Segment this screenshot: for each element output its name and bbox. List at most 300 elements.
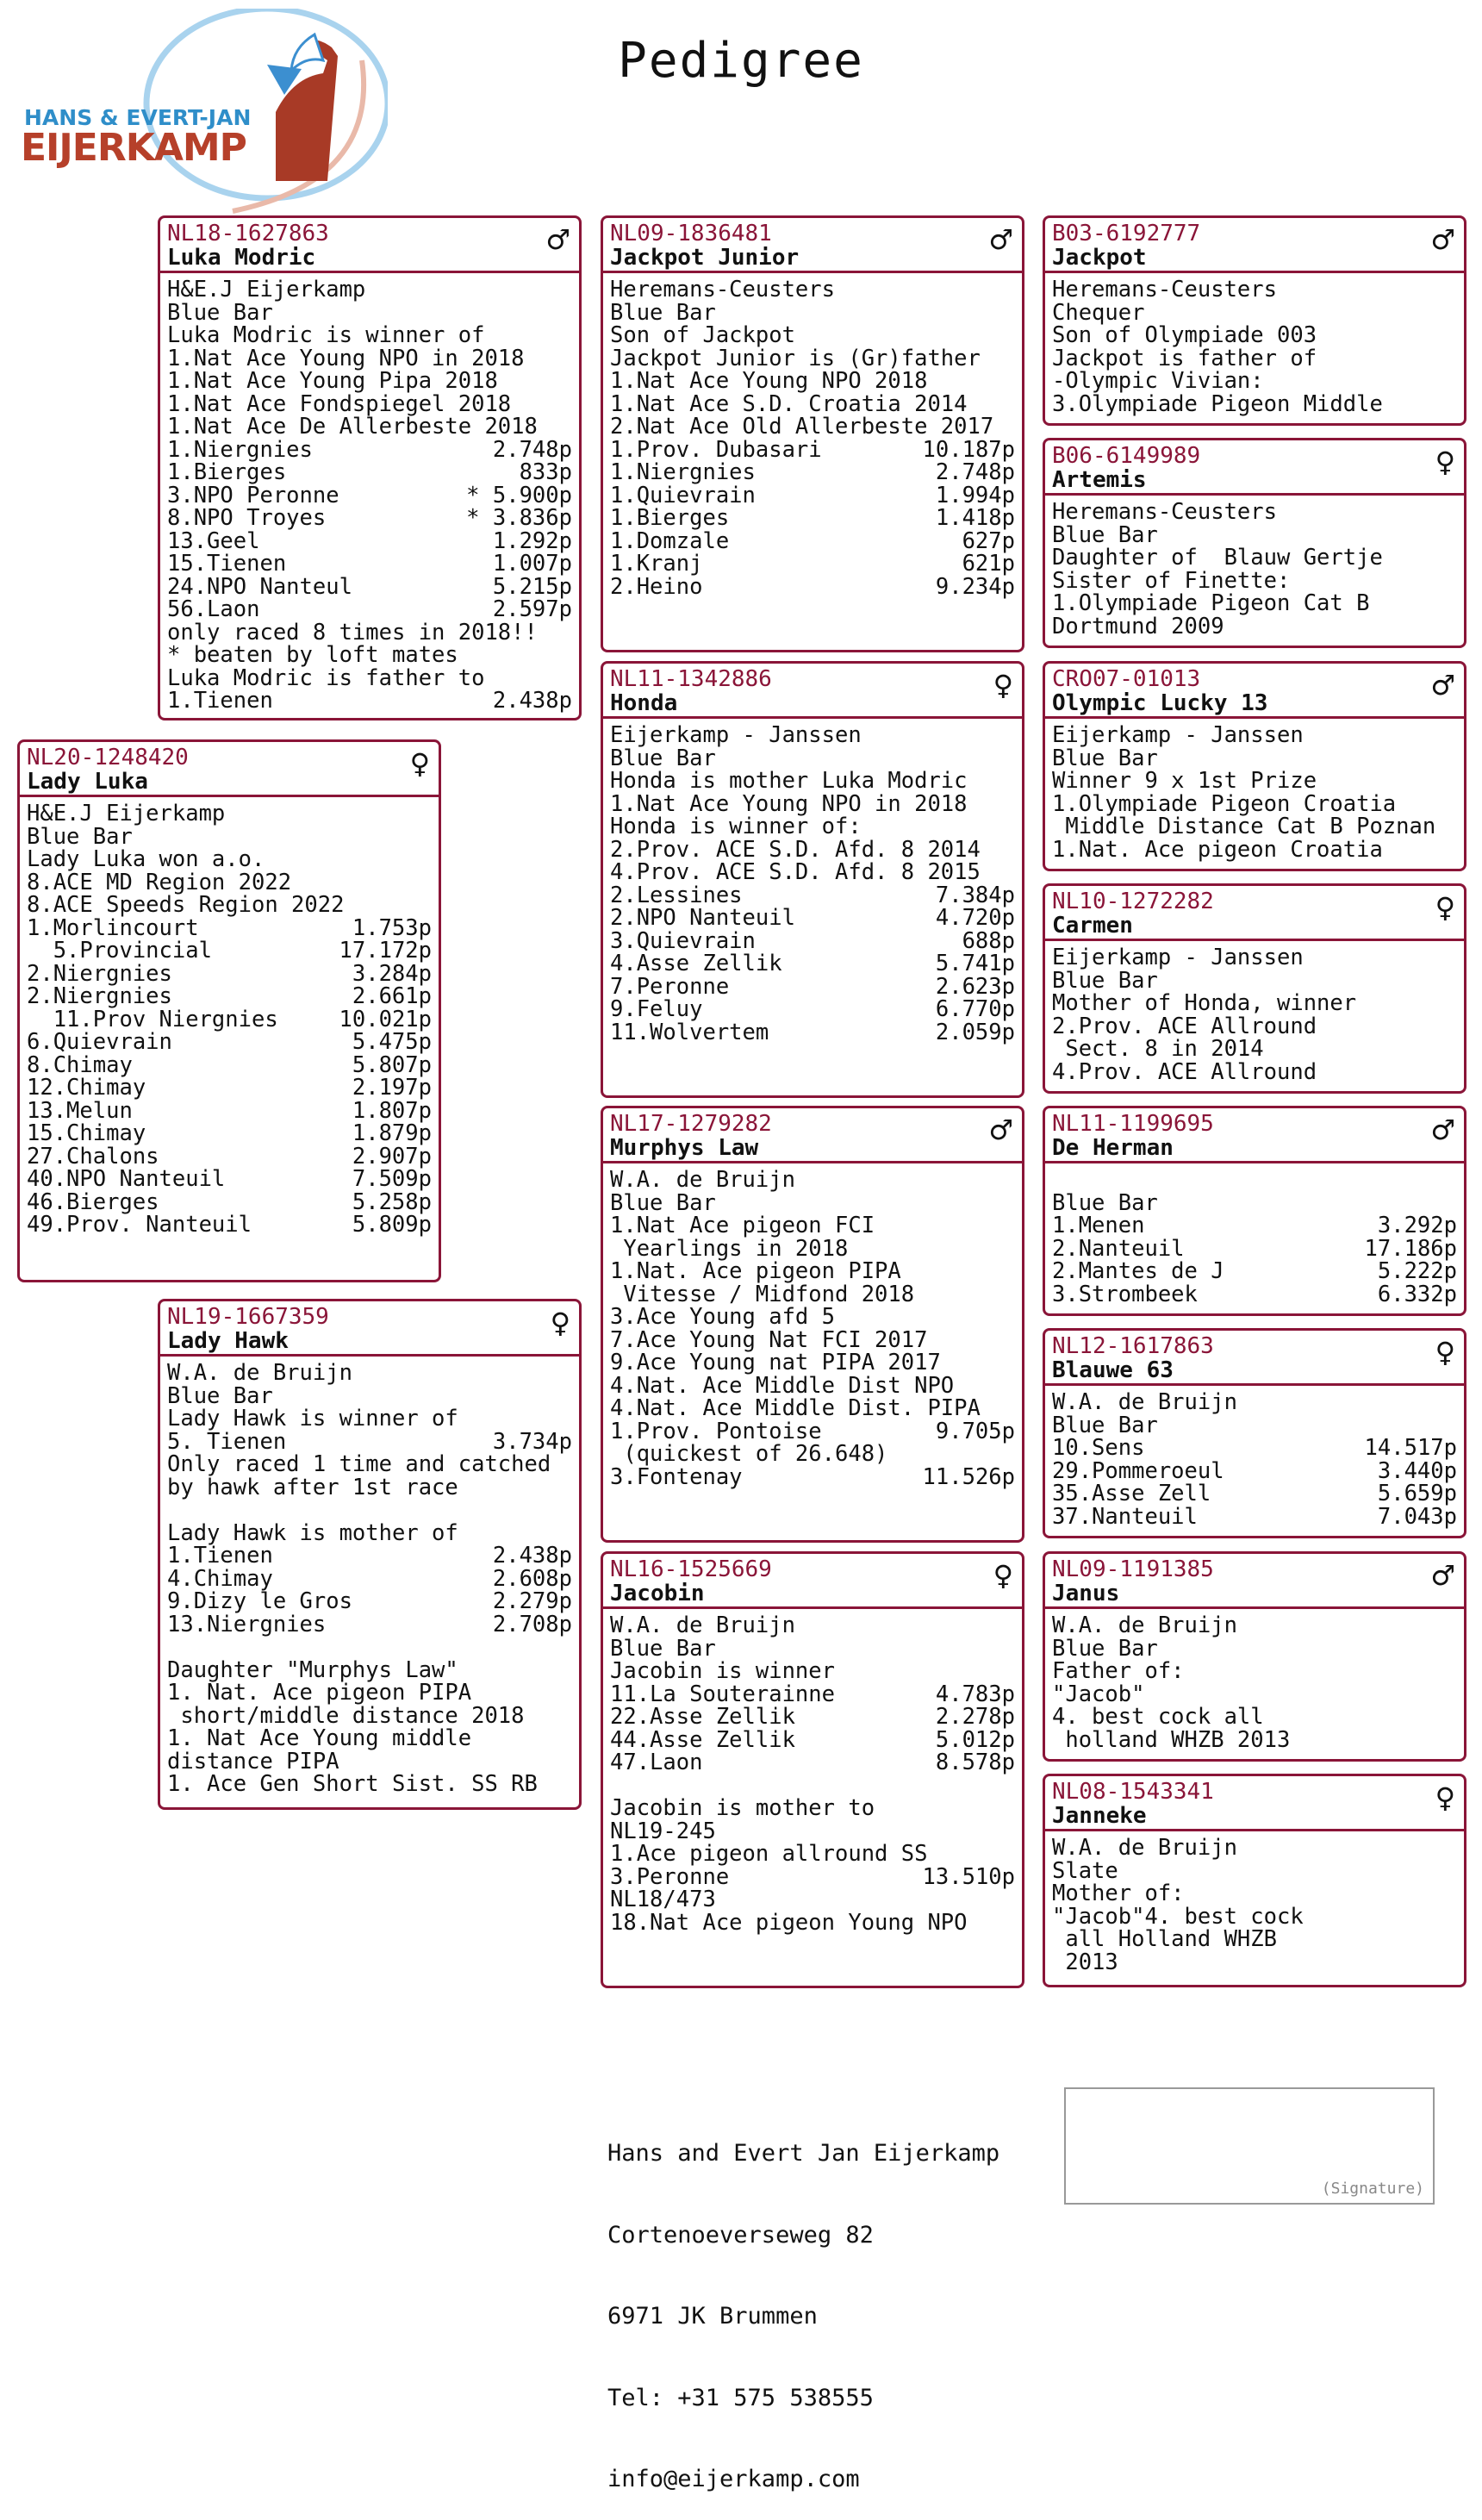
pigeon-name: Carmen xyxy=(1052,913,1133,939)
card-body xyxy=(603,1609,1022,1939)
card-header xyxy=(1045,886,1464,941)
info-text: 15.Tienen xyxy=(167,551,287,577)
info-line xyxy=(610,1751,1015,1775)
info-text: Luka Modric is winner of xyxy=(167,322,485,348)
info-line xyxy=(167,436,572,463)
info-line xyxy=(1052,946,1457,970)
info-text: 1.Olympiade Pigeon Cat B xyxy=(1052,590,1370,616)
card-body xyxy=(1045,719,1464,866)
info-line xyxy=(1052,324,1457,347)
pigeon-name: Artemis xyxy=(1052,467,1147,493)
info-line xyxy=(610,461,1015,484)
info-line xyxy=(167,1727,572,1750)
card-body xyxy=(1045,496,1464,643)
info-line xyxy=(167,1382,572,1409)
info-line xyxy=(610,1420,1015,1444)
info-value: 2.708p xyxy=(492,1611,572,1637)
info-text: 7.Ace Young Nat FCI 2017 xyxy=(610,1326,928,1353)
info-line xyxy=(167,1613,572,1637)
card-header xyxy=(1045,218,1464,273)
info-line xyxy=(167,552,572,576)
info-text: 12.Chimay xyxy=(27,1075,146,1101)
info-line xyxy=(167,1407,572,1431)
pedigree-card-jackpot-junior[interactable] xyxy=(601,215,1024,652)
info-line xyxy=(1052,1189,1457,1216)
info-line xyxy=(167,1750,572,1774)
info-value: 2.907p xyxy=(352,1143,432,1170)
info-value: 3.734p xyxy=(492,1428,572,1455)
sex-symbol-icon: ♂ xyxy=(1430,1559,1455,1592)
info-text: 2.Nanteuil xyxy=(1052,1235,1185,1262)
ring-number: B03-6192777 xyxy=(1052,221,1201,246)
card-body xyxy=(1045,1163,1464,1311)
info-text: 5.Provincial xyxy=(27,938,212,964)
ring-number: NL20-1248420 xyxy=(27,745,189,770)
info-line xyxy=(610,1169,1015,1192)
pedigree-card-janneke[interactable] xyxy=(1043,1774,1466,1987)
info-value: 11.526p xyxy=(922,1463,1015,1490)
info-line xyxy=(1052,1235,1457,1262)
info-text: 2.Mantes de J xyxy=(1052,1258,1224,1284)
info-line xyxy=(1052,1391,1457,1414)
info-line xyxy=(167,689,572,713)
info-line xyxy=(1052,1058,1457,1085)
info-line xyxy=(610,927,1015,954)
info-line xyxy=(610,1283,1015,1307)
info-line xyxy=(1052,1414,1457,1438)
info-line xyxy=(1052,1214,1457,1238)
info-line xyxy=(610,770,1015,793)
info-line xyxy=(27,1122,432,1145)
info-text: "Jacob" xyxy=(1052,1681,1145,1707)
info-text: 4.Nat. Ace Middle Dist NPO xyxy=(610,1372,955,1399)
info-text: 29.Pommeroeul xyxy=(1052,1457,1224,1484)
info-text: 1.Nat. Ace pigeon Croatia xyxy=(1052,836,1383,863)
info-line xyxy=(610,1726,1015,1753)
info-text: 4.Asse Zellik xyxy=(610,951,782,976)
info-line xyxy=(1052,967,1457,994)
info-line xyxy=(610,1235,1015,1262)
info-text: W.A. de Bruijn xyxy=(610,1612,795,1638)
pigeon-name: Luka Modric xyxy=(167,245,316,271)
info-text: 1.Nat Ace Young NPO in 2018 xyxy=(167,345,525,371)
info-text: Blue Bar xyxy=(1052,745,1158,771)
pedigree-card-artemis[interactable] xyxy=(1043,438,1466,648)
info-text: distance PIPA xyxy=(167,1748,339,1775)
sex-symbol-icon: ♂ xyxy=(1430,1113,1455,1146)
info-line xyxy=(1052,1283,1457,1307)
info-line xyxy=(610,1443,1015,1466)
info-line xyxy=(610,552,1015,576)
card-header xyxy=(1045,440,1464,496)
info-text: 1.Niergnies xyxy=(610,459,756,485)
info-text: 5. Tienen xyxy=(167,1428,287,1455)
info-text xyxy=(167,1499,180,1522)
card-header xyxy=(603,1554,1022,1609)
info-value: 2.438p xyxy=(492,688,572,714)
ring-number: NL19-1667359 xyxy=(167,1304,329,1330)
info-text: 2.Nat Ace Old Allerbeste 2017 xyxy=(610,414,994,440)
info-line xyxy=(1052,1660,1457,1683)
info-value: 833p xyxy=(519,459,572,485)
info-text: H&E.J Eijerkamp xyxy=(27,801,226,826)
info-text: Blue Bar xyxy=(1052,1635,1158,1662)
info-line xyxy=(1052,1706,1457,1729)
info-line xyxy=(27,1031,432,1054)
info-text: Heremans-Ceusters xyxy=(610,277,835,303)
sex-symbol-icon: ♀ xyxy=(550,1307,570,1339)
info-value: 5.215p xyxy=(492,573,572,600)
info-text: short/middle distance 2018 xyxy=(167,1702,525,1729)
signature-box[interactable] xyxy=(1064,2087,1435,2205)
ring-number: CRO07-01013 xyxy=(1052,666,1201,692)
info-line xyxy=(1052,278,1457,302)
pedigree-card-honda[interactable] xyxy=(601,661,1024,1098)
info-text: 3.Ace Young afd 5 xyxy=(610,1304,835,1330)
card-header xyxy=(160,1301,579,1357)
info-line xyxy=(1052,1169,1457,1192)
info-value: 1.807p xyxy=(352,1097,432,1124)
info-text: 3.Strombeek xyxy=(1052,1281,1198,1307)
info-line xyxy=(167,1519,572,1546)
card-header xyxy=(1045,1554,1464,1609)
info-text: 1.Tienen xyxy=(167,688,273,714)
info-text: NL19-245 xyxy=(610,1818,716,1844)
info-value: 6.332p xyxy=(1377,1281,1457,1307)
info-text: 1.Nat Ace S.D. Croatia 2014 xyxy=(610,390,968,417)
info-value: 4.720p xyxy=(935,905,1015,931)
info-value: 7.509p xyxy=(352,1166,432,1192)
info-line xyxy=(610,815,1015,839)
info-value: 2.438p xyxy=(492,1543,572,1569)
info-line xyxy=(1052,1437,1457,1460)
info-text: 1.Nat Ace pigeon FCI xyxy=(610,1213,875,1238)
info-text: 13.Geel xyxy=(167,527,260,554)
info-line xyxy=(27,1097,432,1124)
info-line xyxy=(610,573,1015,600)
info-line xyxy=(1052,615,1457,639)
info-text: 1. Nat. Ace pigeon PIPA xyxy=(167,1680,472,1706)
info-value: 5.659p xyxy=(1377,1481,1457,1506)
info-line xyxy=(1052,521,1457,548)
info-value: 1.418p xyxy=(935,505,1015,531)
info-text: Daughter "Murphys Law" xyxy=(167,1656,458,1683)
ring-number: NL10-1272282 xyxy=(1052,889,1214,914)
info-text xyxy=(1052,1169,1065,1192)
card-body xyxy=(603,273,1022,603)
info-line xyxy=(1052,815,1457,839)
card-body xyxy=(160,273,579,718)
info-value: 9.234p xyxy=(935,573,1015,600)
info-line xyxy=(1052,546,1457,570)
info-text: 27.Chalons xyxy=(27,1143,159,1170)
card-header xyxy=(603,664,1022,719)
info-text: 1.Niergnies xyxy=(167,436,313,463)
info-text: Only raced 1 time and catched xyxy=(167,1451,551,1477)
card-header xyxy=(603,1108,1022,1163)
ring-number: NL17-1279282 xyxy=(610,1111,772,1137)
info-value: 1.994p xyxy=(935,482,1015,508)
info-line xyxy=(1052,370,1457,393)
info-value: 5.741p xyxy=(935,951,1015,976)
info-text: holland WHZB 2013 xyxy=(1052,1726,1291,1753)
pigeon-name: Blauwe 63 xyxy=(1052,1357,1174,1383)
pedigree-card-murphys-law[interactable] xyxy=(601,1106,1024,1543)
info-line xyxy=(1052,1482,1457,1506)
info-text: Blue Bar xyxy=(610,745,716,771)
info-text: 35.Asse Zell xyxy=(1052,1481,1211,1506)
pedigree-card-carmen[interactable] xyxy=(1043,883,1466,1094)
info-text: Jackpot Junior is (Gr)father xyxy=(610,345,981,371)
pedigree-card-lady-luka[interactable] xyxy=(17,739,441,1282)
info-line xyxy=(1052,1837,1457,1860)
card-header xyxy=(1045,1776,1464,1831)
info-text: Lady Hawk is mother of xyxy=(167,1519,458,1546)
sex-symbol-icon: ♀ xyxy=(1435,1781,1455,1814)
info-text: 24.NPO Nanteul xyxy=(167,573,352,600)
info-text: 3.Olympiade Pigeon Middle xyxy=(1052,390,1383,417)
info-text: 1.Nat. Ace pigeon PIPA xyxy=(610,1258,901,1284)
info-text: Mother of Honda, winner xyxy=(1052,990,1357,1016)
info-text: Daughter of Blauw Gertje xyxy=(1052,545,1383,571)
address-email[interactable]: info@eijerkamp.com xyxy=(607,2466,860,2492)
info-text: Chequer xyxy=(1052,299,1145,326)
info-line xyxy=(610,790,1015,817)
info-line xyxy=(610,1637,1015,1661)
info-line xyxy=(27,1051,432,1078)
info-line xyxy=(610,299,1015,326)
info-line xyxy=(167,664,572,691)
info-text: Sister of Finette: xyxy=(1052,567,1291,594)
info-line xyxy=(167,1499,572,1522)
pigeon-name: Lady Hawk xyxy=(167,1328,289,1354)
info-line xyxy=(27,985,432,1008)
info-line xyxy=(27,802,432,826)
info-line xyxy=(27,914,432,941)
info-line xyxy=(1052,1038,1457,1061)
eijerkamp-logo xyxy=(17,9,388,215)
info-line xyxy=(610,1397,1015,1420)
info-line xyxy=(1052,501,1457,524)
info-line xyxy=(27,1076,432,1100)
info-text: 4.Prov. ACE S.D. Afd. 8 2015 xyxy=(610,859,981,885)
ring-number: NL18-1627863 xyxy=(167,221,329,246)
info-line xyxy=(167,1590,572,1613)
info-value: 5.012p xyxy=(935,1726,1015,1753)
info-text: 22.Asse Zellik xyxy=(610,1704,795,1730)
info-value: 5.809p xyxy=(352,1212,432,1238)
info-line xyxy=(1052,592,1457,615)
sex-symbol-icon: ♂ xyxy=(545,223,570,256)
pedigree-card-de-herman[interactable] xyxy=(1043,1106,1466,1316)
info-text: 1.Domzale xyxy=(610,527,730,554)
info-text: 13.Niergnies xyxy=(167,1611,327,1637)
info-line xyxy=(610,861,1015,884)
info-value: 1.007p xyxy=(492,551,572,577)
info-line xyxy=(610,1326,1015,1353)
info-text: 44.Asse Zellik xyxy=(610,1726,795,1753)
info-text: Sect. 8 in 2014 xyxy=(1052,1036,1264,1062)
info-text: Jackpot is father of xyxy=(1052,345,1317,371)
pedigree-card-olympic-lucky-13[interactable] xyxy=(1043,661,1466,871)
info-line xyxy=(610,1909,1015,1936)
info-text: 46.Bierges xyxy=(27,1188,159,1215)
info-value: 14.517p xyxy=(1364,1435,1457,1461)
card-header xyxy=(1045,1108,1464,1163)
sex-symbol-icon: ♀ xyxy=(1435,1336,1455,1369)
info-line xyxy=(1052,1882,1457,1906)
info-value: 5.258p xyxy=(352,1188,432,1215)
info-text: W.A. de Bruijn xyxy=(1052,1835,1237,1861)
info-line xyxy=(27,939,432,963)
card-header xyxy=(1045,1331,1464,1386)
info-line xyxy=(1052,1614,1457,1637)
info-line xyxy=(1052,1903,1457,1930)
card-body xyxy=(1045,273,1464,421)
info-line xyxy=(610,998,1015,1021)
breeder-address xyxy=(607,2086,999,2520)
info-text: 1.Menen xyxy=(1052,1213,1145,1238)
info-text: Honda is winner of: xyxy=(610,814,862,839)
info-text: W.A. de Bruijn xyxy=(610,1167,795,1193)
info-text: 6.Quievrain xyxy=(27,1029,172,1055)
info-line xyxy=(167,1428,572,1455)
info-line xyxy=(167,1362,572,1385)
info-line xyxy=(610,1306,1015,1329)
info-line xyxy=(610,1888,1015,1912)
pedigree-card-jacobin[interactable] xyxy=(601,1551,1024,1988)
info-line xyxy=(27,1168,432,1191)
info-line xyxy=(610,1683,1015,1706)
info-value: 17.172p xyxy=(339,938,432,964)
sex-symbol-icon: ♀ xyxy=(993,1559,1013,1592)
info-line xyxy=(1052,390,1457,417)
info-value: 3.440p xyxy=(1377,1457,1457,1484)
info-text: Heremans-Ceusters xyxy=(1052,277,1277,303)
info-line xyxy=(27,1008,432,1032)
info-text: 11.La Souterainne xyxy=(610,1681,835,1707)
pedigree-card-luka-modric[interactable] xyxy=(158,215,582,720)
info-text: 2013 xyxy=(1052,1949,1118,1975)
info-value: 9.705p xyxy=(935,1418,1015,1444)
pigeon-name: Janneke xyxy=(1052,1803,1147,1829)
info-line xyxy=(1052,1683,1457,1706)
info-line xyxy=(1052,770,1457,793)
info-text: Blue Bar xyxy=(610,1189,716,1216)
info-line xyxy=(167,461,572,484)
info-text: 8.ACE Speeds Region 2022 xyxy=(27,892,345,918)
pedigree-card-lady-hawk[interactable] xyxy=(158,1299,582,1810)
pedigree-card-janus[interactable] xyxy=(1043,1551,1466,1762)
card-body xyxy=(20,797,439,1242)
info-line xyxy=(610,1863,1015,1890)
info-value: 13.510p xyxy=(922,1863,1015,1890)
info-text: Blue Bar xyxy=(1052,1412,1158,1438)
info-line xyxy=(167,621,572,645)
card-body xyxy=(1045,941,1464,1088)
info-text: (quickest of 26.648) xyxy=(610,1441,888,1467)
info-text: Jacobin is mother to xyxy=(610,1795,875,1821)
info-text: -Olympic Vivian: xyxy=(1052,368,1264,394)
info-text: 1.Morlincourt xyxy=(27,914,199,941)
info-text: 4. best cock all xyxy=(1052,1704,1264,1730)
info-text: W.A. de Bruijn xyxy=(1052,1389,1237,1415)
info-line xyxy=(610,324,1015,347)
sex-symbol-icon: ♀ xyxy=(1435,446,1455,478)
info-line xyxy=(610,1660,1015,1683)
info-text: 2.Prov. ACE Allround xyxy=(1052,1013,1317,1039)
info-line xyxy=(610,1351,1015,1375)
info-text: 3.Quievrain xyxy=(610,927,756,954)
info-text: 2.NPO Nanteuil xyxy=(610,905,795,931)
info-text: Blue Bar xyxy=(27,823,133,850)
info-line xyxy=(610,278,1015,302)
info-text: 1.Nat Ace Young Pipa 2018 xyxy=(167,368,498,394)
info-line xyxy=(27,1213,432,1237)
pigeon-name: Jackpot xyxy=(1052,245,1147,271)
info-text: 1.Nat Ace Fondspiegel 2018 xyxy=(167,390,512,417)
info-text: H&E.J Eijerkamp xyxy=(167,277,366,303)
info-line xyxy=(167,324,572,347)
info-line xyxy=(167,1453,572,1476)
info-line xyxy=(1052,1928,1457,1951)
info-line xyxy=(610,747,1015,770)
info-text: 1.Nat Ace Young NPO in 2018 xyxy=(610,790,968,817)
address-city: 6971 JK Brummen xyxy=(607,2303,818,2330)
info-line xyxy=(1052,1951,1457,1974)
info-value: 2.059p xyxy=(935,1019,1015,1045)
info-line xyxy=(167,299,572,326)
info-value: 1.879p xyxy=(352,1120,432,1146)
info-line xyxy=(1052,790,1457,817)
info-text: 37.Nanteuil xyxy=(1052,1503,1198,1530)
info-line xyxy=(167,527,572,554)
info-line xyxy=(610,1797,1015,1820)
logo-text-top: HANS & EVERT-JAN xyxy=(24,105,252,130)
info-text: 1.Nat Ace Young NPO 2018 xyxy=(610,368,928,394)
info-line xyxy=(27,1188,432,1215)
info-line xyxy=(610,370,1015,393)
info-text: Mother of: xyxy=(1052,1881,1185,1906)
info-line xyxy=(1052,992,1457,1015)
pedigree-card-jackpot[interactable] xyxy=(1043,215,1466,426)
info-line xyxy=(167,573,572,600)
info-value: 8.578p xyxy=(935,1750,1015,1775)
info-value: 2.608p xyxy=(492,1565,572,1592)
info-line xyxy=(167,644,572,667)
info-line xyxy=(1052,1637,1457,1661)
info-line xyxy=(610,1775,1015,1798)
info-text: 1.Ace pigeon allround SS xyxy=(610,1841,928,1867)
info-line xyxy=(167,390,572,417)
ring-number: NL12-1617863 xyxy=(1052,1333,1214,1359)
info-text: Jacobin is winner xyxy=(610,1658,835,1684)
info-line xyxy=(167,1656,572,1683)
info-value: 7.043p xyxy=(1377,1503,1457,1530)
pedigree-card-blauwe-63[interactable] xyxy=(1043,1328,1466,1538)
info-line xyxy=(1052,1015,1457,1039)
pigeon-name: Jackpot Junior xyxy=(610,245,800,271)
info-value: 2.661p xyxy=(352,983,432,1009)
card-body xyxy=(603,1163,1022,1494)
info-text xyxy=(610,1775,623,1798)
info-line xyxy=(27,848,432,871)
info-text: Honda is mother Luka Modric xyxy=(610,768,968,794)
info-value: 621p xyxy=(962,551,1015,577)
info-line xyxy=(610,1820,1015,1843)
info-line xyxy=(167,1476,572,1500)
info-text: 13.Melun xyxy=(27,1097,133,1124)
